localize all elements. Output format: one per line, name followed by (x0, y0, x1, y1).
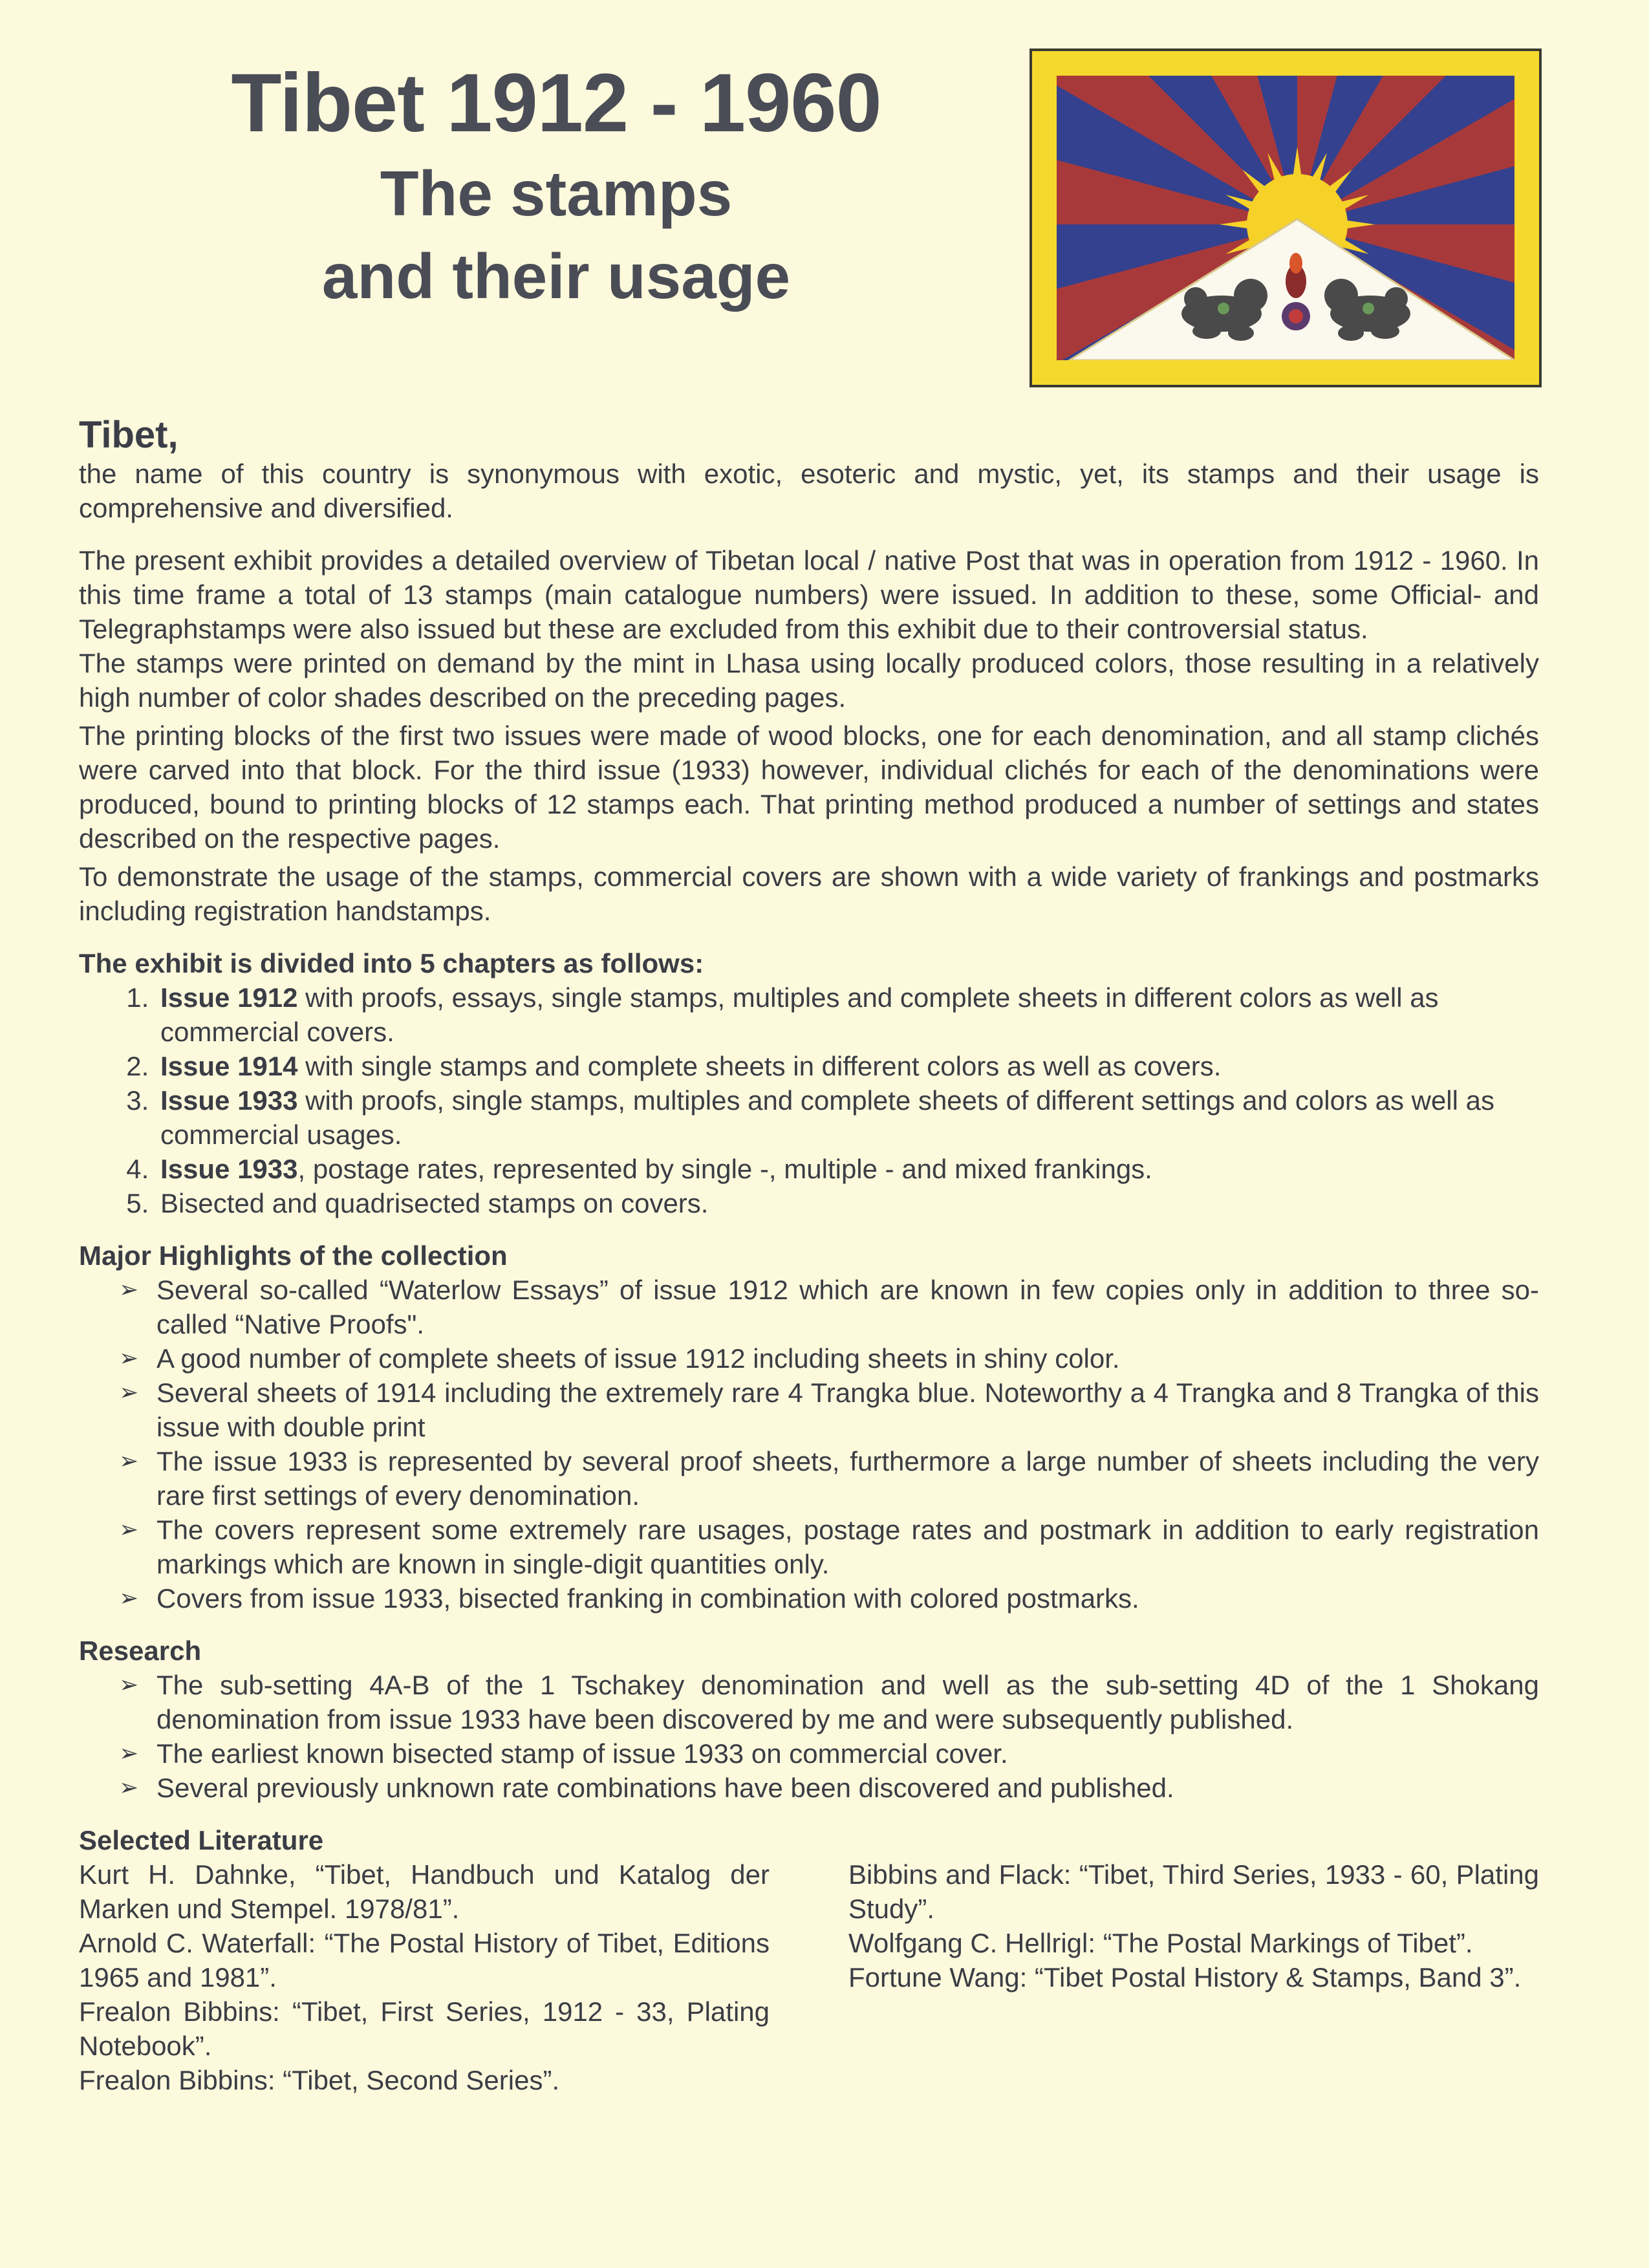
research-heading: Research (79, 1636, 202, 1666)
title-block (78, 55, 1035, 318)
literature-entry: Fortune Wang: “Tibet Postal History & Stamps, Band 3”. (848, 1962, 1522, 1993)
literature-entry: Wolfgang C. Hellrigl: “The Postal Markings of Tibet”. (848, 1928, 1473, 1958)
page-title: Tibet 1912 - 1960 (231, 57, 881, 149)
highlight-item: ➢ Several sheets of 1914 including the extremely rare 4 Trangka blue. Noteworthy a 4 Trangka and 8 Trangka of this issue with double print (156, 1376, 1539, 1444)
literature-entry: Arnold C. Waterfall: “The Postal History of Tibet, Editions 1965 and 1981”. (79, 1928, 770, 1993)
highlight-item: ➢ A good number of complete sheets of issue 1912 including sheets in shiny color. (156, 1341, 1539, 1376)
literature-right-column (848, 1857, 1539, 2097)
research-item: ➢ The earliest known bisected stamp of issue 1933 on commercial cover. (156, 1736, 1539, 1771)
chapters-heading: The exhibit is divided into 5 chapters as follows: (79, 948, 704, 978)
highlights-list (79, 1273, 1539, 1615)
highlight-item: ➢ The covers represent some extremely rare usages, postage rates and postmark in addition to early registration markings which are known in single-digit quantities only. (156, 1513, 1539, 1581)
intro-paragraph-1: the name of this country is synonymous with exotic, esoteric and mystic, yet, its stamps and their usage is comprehensive and diversified. (79, 459, 1539, 523)
research-item: ➢ The sub-setting 4A-B of the 1 Tschakey denomination and well as the sub-setting 4D of the 1 Shokang denomination from issue 1933 have been discovered by me and were subsequently published. (156, 1668, 1539, 1736)
intro-paragraph-4: The printing blocks of the first two issues were made of wood blocks, one for each denomination, and all stamp clichés were carved into that block. For the third issue (1933) however, individual clichés for each of the denominations were produced, bound to printing blocks of 12 stamps each. That printing method produced a number of settings and states described on the respective pages. (79, 720, 1539, 854)
chapter-item: 3. Issue 1933 with proofs, single stamps, multiples and complete sheets of different settings and colors as well as commercial usages. (156, 1083, 1539, 1152)
intro-paragraph-3: The stamps were printed on demand by the mint in Lhasa using locally produced colors, those resulting in a relatively high number of color shades described on the preceding pages. (79, 648, 1539, 713)
page-subtitle-line-2: and their usage (321, 241, 791, 312)
highlight-item: ➢ The issue 1933 is represented by several proof sheets, furthermore a large number of sheets including the very rare first settings of every denomination. (156, 1444, 1539, 1513)
tibetan-snow-lion-flag-icon (1057, 76, 1514, 360)
chapter-item: 2. Issue 1914 with single stamps and complete sheets in different colors as well as covers. (156, 1049, 1539, 1083)
chapter-item: 4. Issue 1933, postage rates, represented by single -, multiple - and mixed frankings. (156, 1152, 1539, 1186)
chapters-list (79, 980, 1539, 1220)
intro-paragraph-2: The present exhibit provides a detailed overview of Tibetan local / native Post that was in operation from 1912 - 1960. In this time frame a total of 13 stamps (main catalogue numbers) were issued. In addition to these, some Official- and Telegraphstamps were also issued but these are excluded from this exhibit due to their controversial status. (79, 545, 1539, 644)
chapter-item: 5. Bisected and quadrisected stamps on covers. (156, 1186, 1539, 1220)
main-content (79, 414, 1539, 2097)
highlights-heading: Major Highlights of the collection (79, 1240, 508, 1271)
tibetan-flag-picture (1029, 49, 1542, 387)
literature-entry: Frealon Bibbins: “Tibet, Second Series”. (79, 2065, 560, 2095)
research-list (79, 1668, 1539, 1805)
intro-paragraph-5: To demonstrate the usage of the stamps, commercial covers are shown with a wide variety of frankings and postmarks including registration handstamps. (79, 861, 1539, 926)
intro-heading: Tibet, (79, 414, 178, 456)
chapter-item: 1. Issue 1912 with proofs, essays, single stamps, multiples and complete sheets in different colors as well as commercial covers. (156, 980, 1539, 1049)
literature-heading: Selected Literature (79, 1825, 324, 1855)
research-item: ➢ Several previously unknown rate combinations have been discovered and published. (156, 1771, 1539, 1805)
page-subtitle-line-1: The stamps (380, 158, 733, 229)
highlight-item: ➢ Several so-called “Waterlow Essays” of issue 1912 which are known in few copies only in addition to three so-called “Native Proofs". (156, 1273, 1539, 1341)
literature-entry: Bibbins and Flack: “Tibet, Third Series, 1933 - 60, Plating Study”. (848, 1859, 1539, 1924)
literature-entry: Kurt H. Dahnke, “Tibet, Handbuch und Katalog der Marken und Stempel. 1978/81”. (79, 1859, 770, 1924)
literature-columns (79, 1857, 1539, 2097)
highlight-item: ➢ Covers from issue 1933, bisected franking in combination with colored postmarks. (156, 1581, 1539, 1615)
literature-left-column (79, 1857, 770, 2097)
literature-entry: Frealon Bibbins: “Tibet, First Series, 1912 - 33, Plating Notebook”. (79, 1996, 770, 2061)
